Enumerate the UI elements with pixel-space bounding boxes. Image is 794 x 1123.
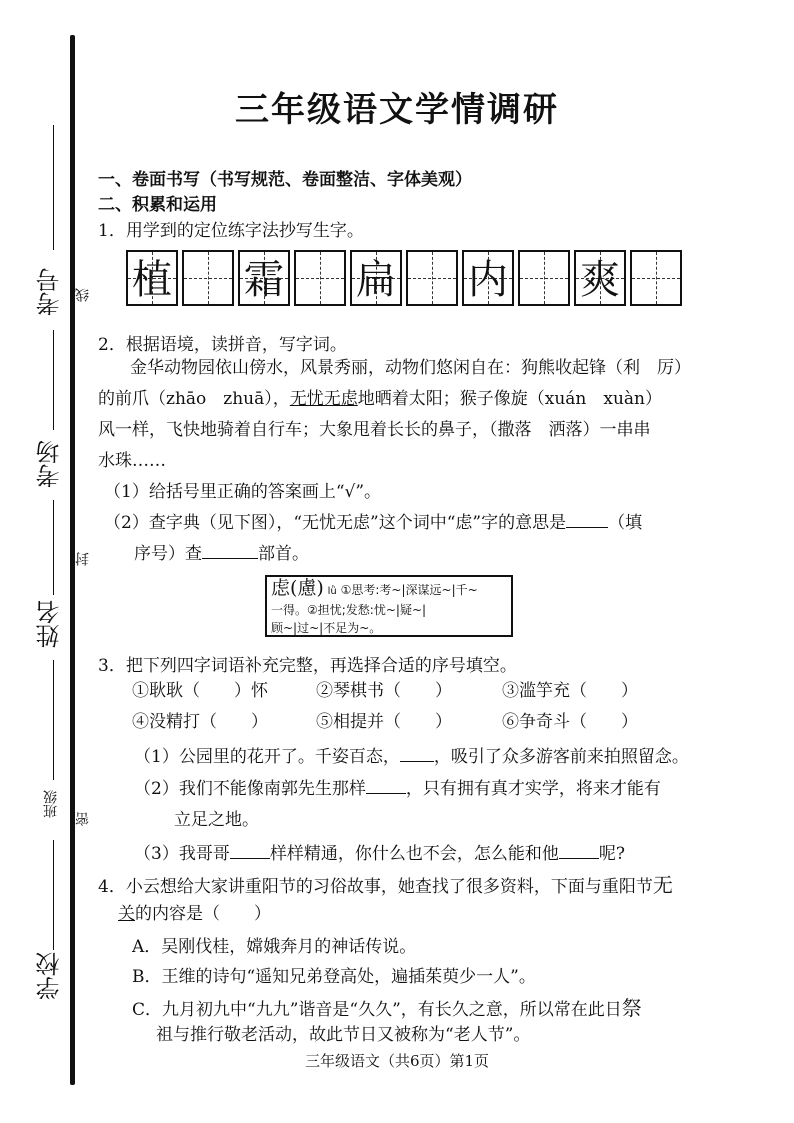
secret-mark: 密	[75, 812, 91, 826]
school-blank[interactable]	[53, 840, 54, 950]
seal-mark: 封	[75, 552, 91, 566]
idiom-item: ①耿耿（ ）怀	[132, 681, 268, 701]
name-label: 姓名	[36, 600, 64, 648]
exam-no-blank[interactable]	[53, 125, 54, 250]
line-mark: 线	[75, 288, 91, 302]
idiom-item: ②琴棋书（ ）	[316, 681, 452, 701]
answer-blank[interactable]	[566, 527, 608, 528]
grid-char: 扁	[356, 257, 396, 303]
q2-sub2-cont: 序号）查 部首。	[134, 544, 309, 564]
page-footer: 三年级语文（共6页）第1页	[304, 1052, 490, 1070]
grid-cell	[462, 250, 514, 306]
option-b: B．王维的诗句“遥知兄弟登高处，遍插茱萸少一人”。	[132, 967, 536, 987]
answer-blank[interactable]	[230, 858, 270, 859]
answer-blank[interactable]	[202, 558, 258, 559]
class-blank[interactable]	[53, 660, 54, 780]
q1-text: 1．用学到的定位练字法抄写生字。	[98, 221, 364, 241]
q4-text-cont: 关的内容是（ ）	[118, 904, 271, 924]
q3-text: 3．把下列四字词语补充完整，再选择合适的序号填空。	[98, 656, 517, 676]
exam-room-blank[interactable]	[53, 330, 54, 430]
q2-sub2: （2）查字典（见下图），“无忧无虑”这个词中“虑”字的意思是 （填	[104, 513, 643, 533]
q3-sentence-2-cont: 立足之地。	[174, 810, 259, 830]
grid-cell-blank[interactable]	[294, 250, 346, 306]
handwritten-char: 无	[652, 873, 673, 897]
q4-text: 4．小云想给大家讲重阳节的习俗故事，她查找了很多资料，下面与重阳节无	[98, 873, 673, 897]
q3-sentence-1: （1）公园里的花开了。千姿百态， ，吸引了众多游客前来拍照留念。	[134, 747, 689, 767]
passage-line: 金华动物园依山傍水，风景秀丽，动物们悠闲自在：狗熊收起锋（利 厉）	[130, 358, 691, 378]
grid-char: 植	[132, 257, 172, 303]
section-2-heading: 二、积累和运用	[98, 195, 217, 215]
answer-blank[interactable]	[559, 858, 599, 859]
answer-blank[interactable]	[366, 793, 406, 794]
grid-cell-blank[interactable]	[182, 250, 234, 306]
q2-sub1: （1）给括号里正确的答案画上“√”。	[104, 482, 382, 502]
passage-line: 水珠……	[98, 451, 166, 471]
passage-line: 的前爪（zhāo zhuā），无忧无虑地晒着太阳；猴子像旋（xuán xuàn）	[98, 389, 663, 409]
option-c: C．九月初九中“九九”谐音是“久久”，有长久之意，所以常在此日祭	[132, 996, 642, 1020]
name-blank[interactable]	[53, 500, 54, 595]
q3-sentence-2: （2）我们不能像南郭先生那样 ，只有拥有真才实学，将来才能有	[134, 779, 661, 799]
grid-char: 霜	[244, 257, 284, 303]
grid-cell	[126, 250, 178, 306]
answer-blank[interactable]	[400, 761, 434, 762]
grid-cell	[238, 250, 290, 306]
handwritten-char: 祭	[621, 996, 642, 1020]
grid-char: 内	[468, 257, 508, 303]
grid-char: 爽	[580, 257, 620, 303]
grid-cell-blank[interactable]	[518, 250, 570, 306]
passage-line: 风一样，飞快地骑着自行车；大象甩着长长的鼻子，（撒落 洒落）一串串	[98, 420, 651, 440]
dictionary-entry	[265, 575, 513, 637]
dict-line: 顾~|过~|不足为~。	[271, 621, 382, 635]
idiom-item: ⑥争奇斗（ ）	[502, 712, 638, 732]
grid-cell	[574, 250, 626, 306]
section-1-heading: 一、卷面书写（书写规范、卷面整洁、字体美观）	[98, 170, 472, 190]
option-a: A．吴刚伐桂，嫦娥奔月的神话传说。	[132, 937, 417, 957]
exam-no-label: 考号	[36, 268, 64, 316]
idiom-item: ④没精打（ ）	[132, 712, 268, 732]
idiom-item: ⑤相提并（ ）	[316, 712, 452, 732]
dict-headword: 虑(慮)	[271, 577, 324, 599]
grid-cell-blank[interactable]	[630, 250, 682, 306]
option-c-cont: 祖与推行敬老活动，故此节日又被称为“老人节”。	[156, 1025, 531, 1045]
exam-room-label: 考场	[36, 440, 64, 488]
grid-cell-blank[interactable]	[406, 250, 458, 306]
dict-line: 一得。②担忧;发愁:忧~|疑~|	[271, 603, 427, 617]
grid-cell	[350, 250, 402, 306]
q3-sentence-3: （3）我哥哥 样样精通，你什么也不会，怎么能和他 呢?	[134, 844, 625, 864]
school-label: 学校	[36, 952, 64, 1000]
underlined-word: 无忧无虑	[289, 389, 358, 409]
idiom-item: ③滥竽充（ ）	[502, 681, 638, 701]
page-title: 三年级语文学情调研	[235, 90, 559, 130]
class-label: 班级	[43, 790, 59, 818]
dict-line: ①思考:考~|深谋远~|千~	[340, 583, 478, 597]
dict-pinyin: lǜ	[327, 586, 337, 597]
q2-text: 2．根据语境，读拼音，写字词。	[98, 335, 347, 355]
